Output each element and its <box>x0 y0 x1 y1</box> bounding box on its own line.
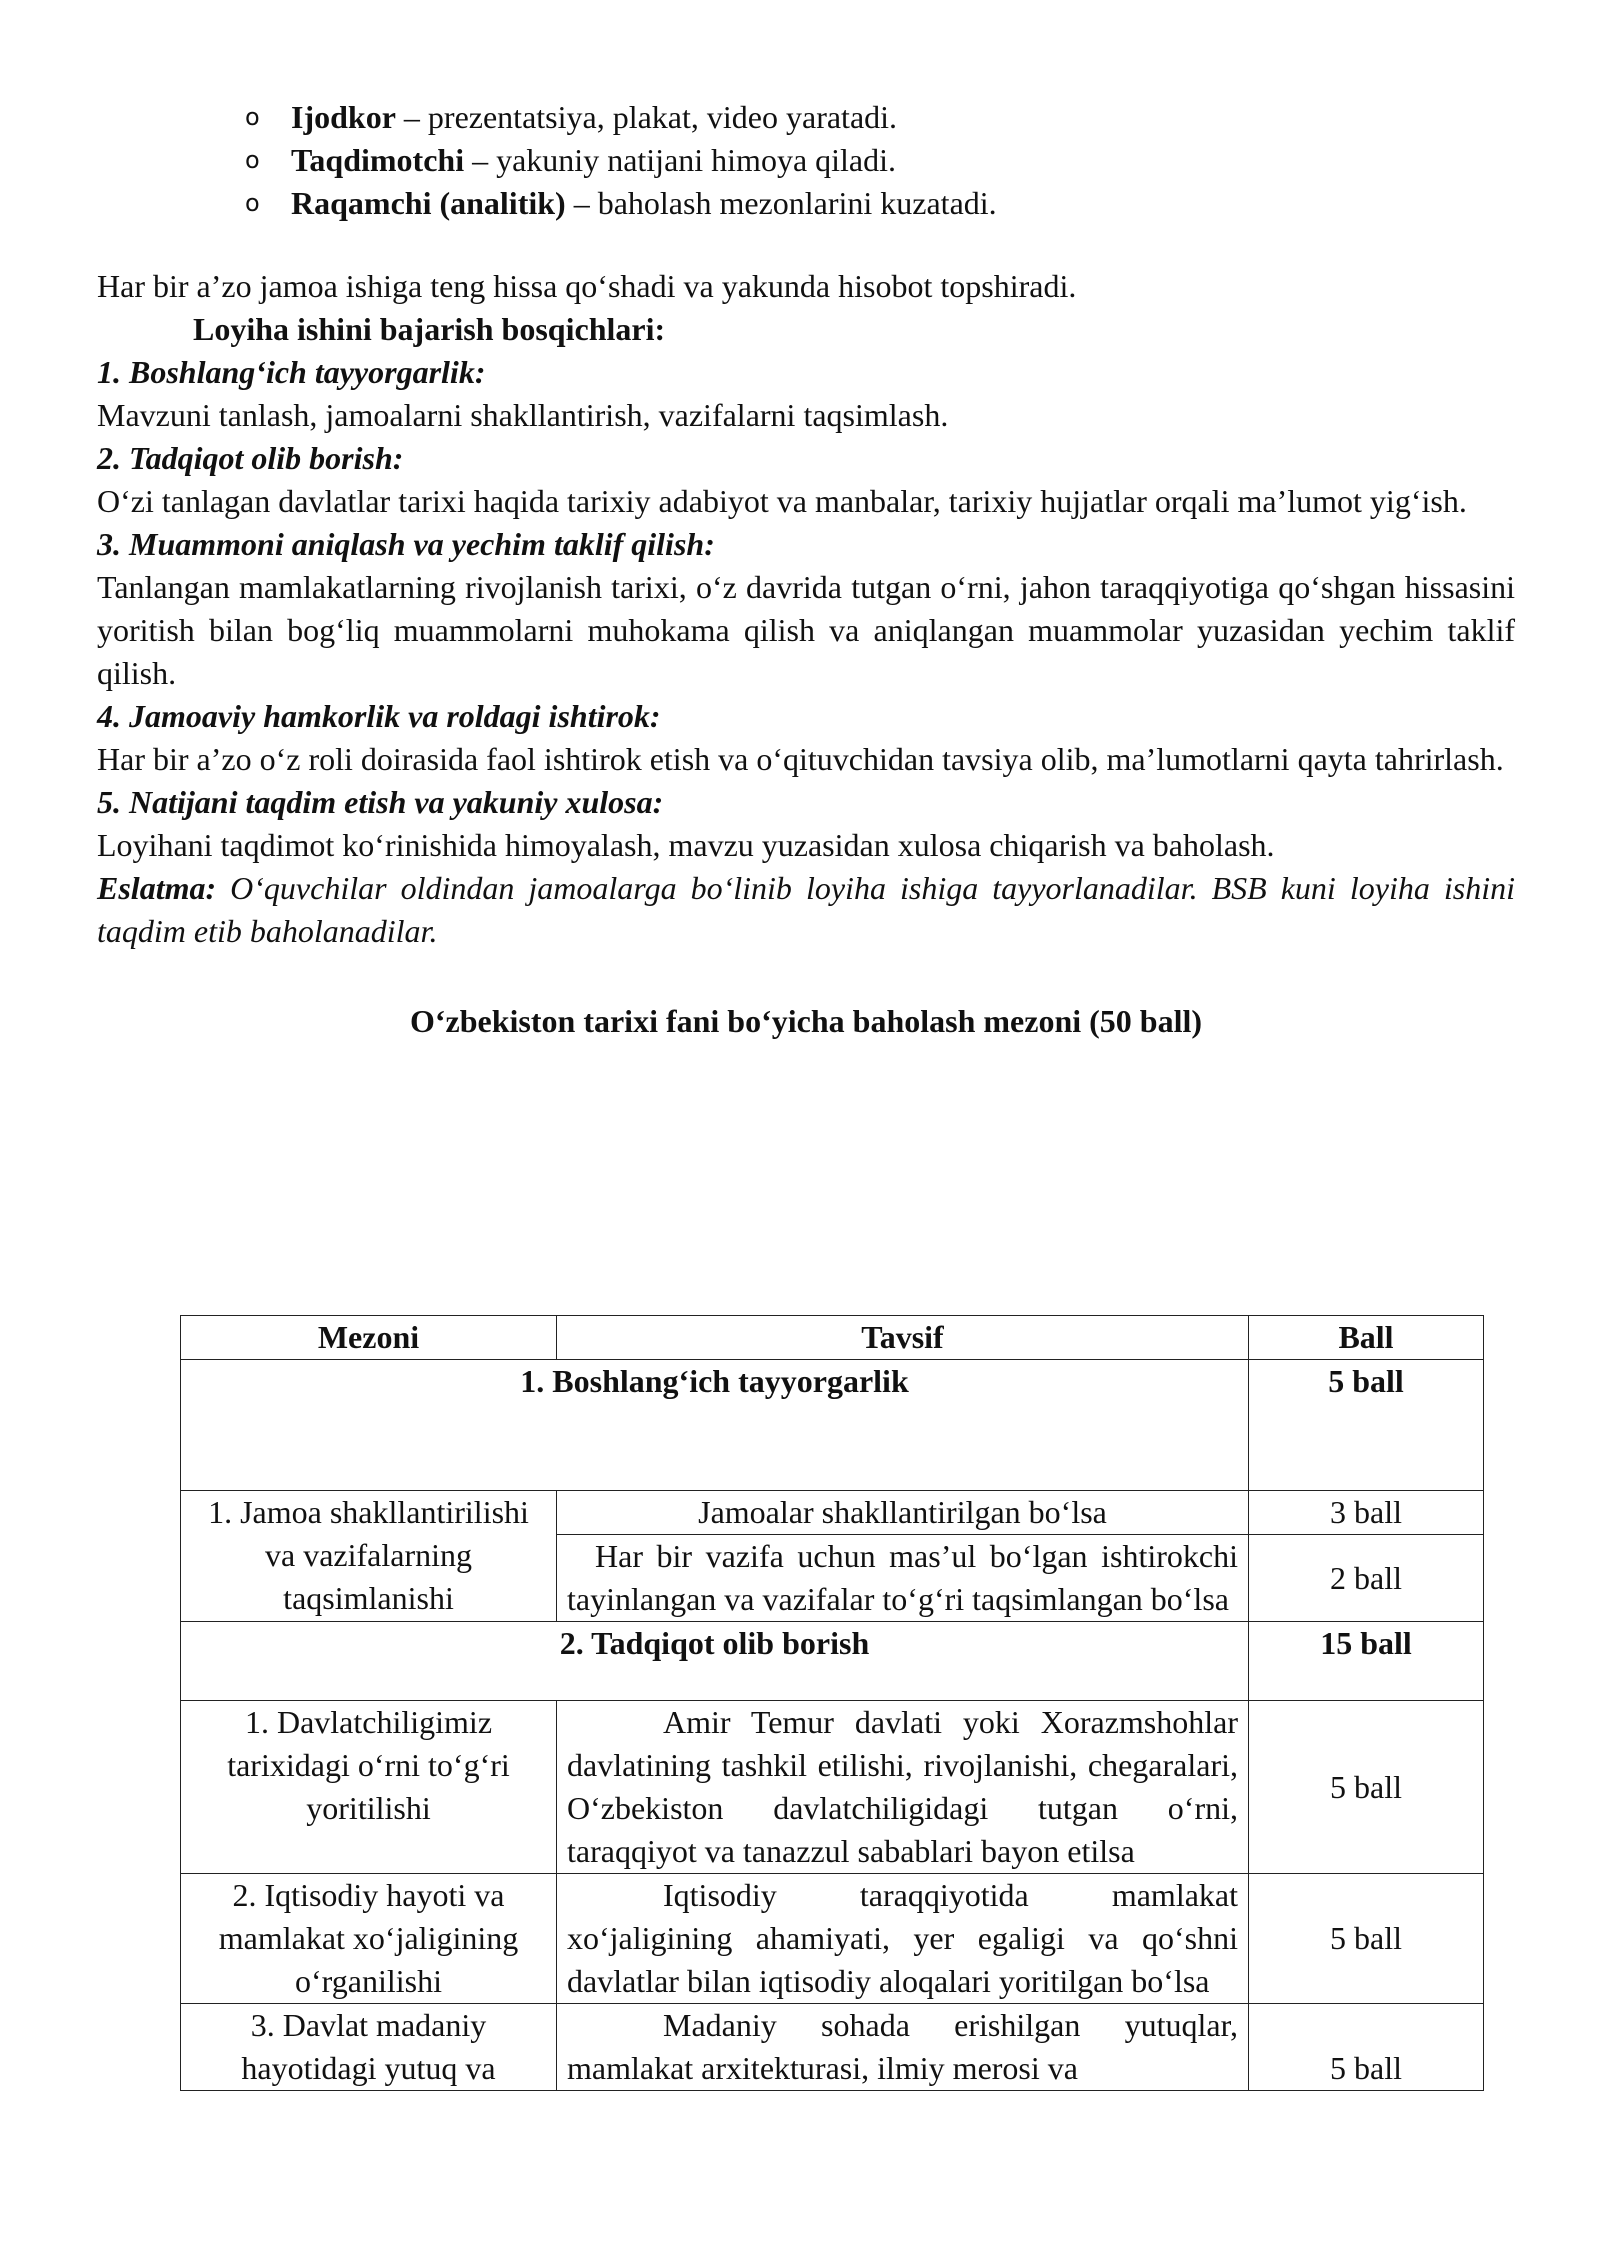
ball-cell: 5 ball <box>1249 1701 1484 1874</box>
step-text: Tanlangan mamlakatlarning rivojlanish tarixi, o‘z davrida tutgan o‘rni, jahon taraqqiyotiga qo‘shgan hissasini yoritish bilan bog‘liq muammolarni muhokama qilish va aniqlangan muammolar yuzasidan yechim taklif qilish. <box>97 569 1515 691</box>
table-row <box>181 1491 1484 1535</box>
role-name: Taqdimotchi <box>291 142 465 178</box>
criterion-cell: 1. Jamoa shakllantirilishi va vazifalarning taqsimlanishi <box>181 1491 557 1622</box>
step-text: O‘zi tanlagan davlatlar tarixi haqida tarixiy adabiyot va manbalar, tarixiy hujjatlar orqali ma’lumot yig‘ish. <box>97 483 1467 519</box>
document-page <box>97 96 1515 2086</box>
table-header-row <box>181 1316 1484 1360</box>
circle-bullet-icon: o <box>245 189 260 217</box>
ball-cell: 2 ball <box>1249 1535 1484 1622</box>
ball-cell: 3 ball <box>1249 1491 1484 1535</box>
header-description: Tavsif <box>557 1316 1249 1360</box>
note-label: Eslatma: <box>97 870 217 906</box>
step-title: 2. Tadqiqot olib borish: <box>97 440 404 476</box>
ball-cell: 5 ball <box>1249 2004 1484 2091</box>
list-item <box>245 96 1515 139</box>
note-text: O‘quvchilar oldindan jamoalarga bo‘linib loyiha ishiga tayyorlanadilar. BSB kuni loyiha ishini taqdim etib baholanadilar. <box>97 870 1515 949</box>
table-row <box>181 1701 1484 1874</box>
list-item <box>245 182 1515 225</box>
section-row <box>181 1360 1484 1491</box>
description-cell: Madaniy sohada erishilgan yutuqlar, mamlakat arxitekturasi, ilmiy merosi va <box>557 2004 1249 2091</box>
role-desc: – prezentatsiya, plakat, video yaratadi. <box>395 99 898 135</box>
criterion-cell: 2. Iqtisodiy hayoti va mamlakat xo‘jaligining o‘rganilishi <box>181 1874 557 2004</box>
note-paragraph <box>97 867 1515 953</box>
table-row <box>181 1874 1484 2004</box>
roles-list <box>97 96 1515 225</box>
step-title: 1. Boshlang‘ich tayyorgarlik: <box>97 354 486 390</box>
description-cell: Har bir vazifa uchun mas’ul bo‘lgan ishtirokchi tayinlangan va vazifalar to‘g‘ri taqsimlangan bo‘lsa <box>557 1535 1249 1622</box>
step-title: 5. Natijani taqdim etish va yakuniy xulosa: <box>97 784 664 820</box>
section-ball: 15 ball <box>1249 1622 1484 1701</box>
step-title: 3. Muammoni aniqlash va yechim taklif qilish: <box>97 526 715 562</box>
intro-paragraph: Har bir a’zo jamoa ishiga teng hissa qo‘shadi va yakunda hisobot topshiradi. <box>97 268 1077 304</box>
header-ball: Ball <box>1249 1316 1484 1360</box>
step-title: 4. Jamoaviy hamkorlik va roldagi ishtirok: <box>97 698 661 734</box>
section-title: 2. Tadqiqot olib borish <box>181 1622 1249 1701</box>
criterion-cell: 1. Davlatchiligimiz tarixidagi o‘rni to‘g‘ri yoritilishi <box>181 1701 557 1874</box>
circle-bullet-icon: o <box>245 146 260 174</box>
table-row <box>181 2004 1484 2091</box>
circle-bullet-icon: o <box>245 103 260 131</box>
description-cell: Amir Temur davlati yoki Xorazmshohlar davlatining tashkil etilishi, rivojlanishi, chegaralari, O‘zbekiston davlatchiligidagi tutgan o‘rni, taraqqiyot va tanazzul sabablari bayon etilsa <box>557 1701 1249 1874</box>
section-title: 1. Boshlang‘ich tayyorgarlik <box>181 1360 1249 1491</box>
step-text: Mavzuni tanlash, jamoalarni shakllantirish, vazifalarni taqsimlash. <box>97 397 949 433</box>
step-text: Har bir a’zo o‘z roli doirasida faol ishtirok etish va o‘qituvchidan tavsiya olib, ma’lumotlarni qayta tahrirlash. <box>97 741 1504 777</box>
ball-cell: 5 ball <box>1249 1874 1484 2004</box>
role-name: Raqamchi (analitik) <box>291 185 566 221</box>
list-item <box>245 139 1515 182</box>
criteria-table <box>180 1315 1484 2091</box>
description-cell: Jamoalar shakllantirilgan bo‘lsa <box>557 1491 1249 1535</box>
section-ball: 5 ball <box>1249 1360 1484 1491</box>
description-cell: Iqtisodiy taraqqiyotida mamlakat xo‘jaligining ahamiyati, yer egaligi va qo‘shni davlatlar bilan iqtisodiy aloqalari yoritilgan bo‘lsa <box>557 1874 1249 2004</box>
role-name: Ijodkor <box>291 99 396 135</box>
criterion-cell: 3. Davlat madaniy hayotidagi yutuq va <box>181 2004 557 2091</box>
section-row <box>181 1622 1484 1701</box>
header-criterion: Mezoni <box>181 1316 557 1360</box>
role-desc: – baholash mezonlarini kuzatadi. <box>565 185 997 221</box>
table-title: O‘zbekiston tarixi fani bo‘yicha baholash mezoni (50 ball) <box>409 1003 1203 1039</box>
stages-title: Loyiha ishini bajarish bosqichlari: <box>193 311 666 347</box>
step-text: Loyihani taqdimot ko‘rinishida himoyalash, mavzu yuzasidan xulosa chiqarish va baholash. <box>97 827 1275 863</box>
role-desc: – yakuniy natijani himoya qiladi. <box>464 142 897 178</box>
